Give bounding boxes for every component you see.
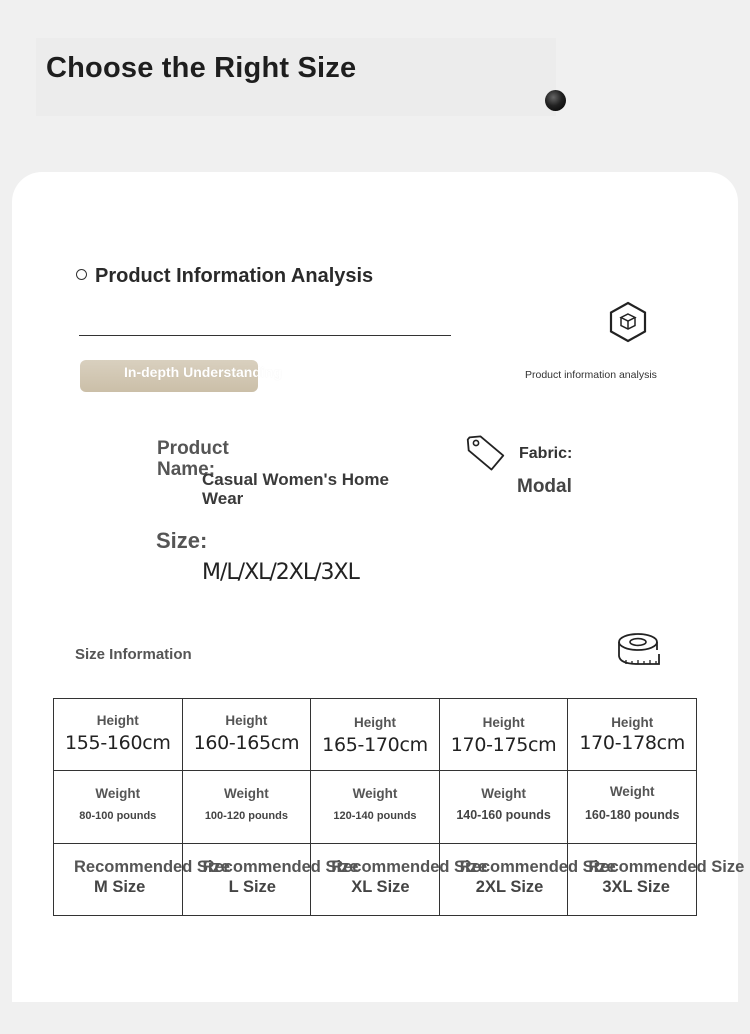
height-label: Height — [353, 715, 396, 730]
size-information-label: Size Information — [75, 646, 192, 663]
recommended-size: 2XL Size — [475, 878, 544, 896]
recommended-cell — [439, 844, 616, 916]
height-value: 155-160cm — [64, 732, 171, 754]
recommended-label: Recommended Size — [202, 858, 359, 876]
weight-cell — [311, 771, 440, 844]
weight-label: Weight — [95, 786, 141, 801]
recommended-cell — [54, 844, 230, 916]
fabric-value: Modal — [517, 476, 572, 497]
weight-value: 160-180 pounds — [584, 808, 680, 822]
recommended-label: Recommended Size — [74, 858, 230, 876]
recommended-size: 3XL Size — [602, 878, 670, 896]
recommended-cell — [311, 844, 488, 916]
height-value: 170-178cm — [579, 732, 686, 754]
weight-cell — [568, 771, 697, 844]
section-title-text: Product Information Analysis — [95, 265, 374, 287]
height-value: 160-165cm — [193, 732, 300, 754]
weight-row — [54, 771, 697, 844]
weight-label: Weight — [224, 786, 269, 801]
circle-bullet-icon — [76, 269, 87, 280]
height-cell — [54, 699, 183, 771]
recommended-size: M Size — [94, 878, 146, 896]
height-cell — [311, 699, 440, 771]
product-name-value: Casual Women's Home Wear — [202, 470, 389, 508]
height-cell — [182, 699, 311, 771]
product-name-label: Product Name: — [157, 438, 229, 480]
height-label: Height — [225, 713, 268, 728]
size-value: M/L/XL/2XL/3XL — [202, 560, 359, 585]
recommended-label: Recommended Size — [588, 858, 745, 876]
recommended-size: L Size — [228, 878, 276, 896]
size-table — [53, 698, 745, 916]
recommended-label: Recommended Size — [331, 858, 488, 876]
recommended-cell — [568, 844, 745, 916]
badge-label: In-depth Understanding — [124, 364, 282, 380]
weight-value: 80-100 pounds — [79, 810, 157, 822]
weight-label: Weight — [481, 786, 526, 801]
page-title: Choose the Right Size — [46, 52, 357, 84]
tag-icon — [466, 433, 506, 473]
weight-cell — [439, 771, 568, 844]
height-label: Height — [611, 715, 654, 730]
height-label: Height — [96, 713, 139, 728]
fabric-label: Fabric: — [519, 445, 573, 462]
recommended-size: XL Size — [351, 878, 410, 896]
recommended-row — [54, 844, 697, 916]
recommended-cell — [182, 844, 359, 916]
weight-value: 140-160 pounds — [456, 808, 551, 822]
analysis-caption: Product information analysis — [525, 369, 657, 381]
height-cell — [568, 699, 697, 771]
weight-value: 120-140 pounds — [333, 810, 417, 822]
weight-value: 100-120 pounds — [204, 810, 288, 822]
height-label: Height — [482, 715, 525, 730]
weight-label: Weight — [609, 784, 655, 799]
weight-cell — [54, 771, 183, 844]
tape-measure-icon — [616, 630, 662, 668]
divider — [79, 335, 451, 336]
height-cell — [439, 699, 568, 771]
box-icon — [607, 301, 649, 343]
size-label: Size: — [156, 528, 208, 553]
height-value: 170-175cm — [450, 734, 557, 756]
section-title — [76, 266, 376, 287]
weight-cell — [182, 771, 311, 844]
weight-label: Weight — [352, 786, 398, 801]
recommended-label: Recommended Size — [459, 858, 616, 876]
height-value: 165-170cm — [322, 734, 428, 756]
height-row — [54, 699, 697, 771]
decorative-dot — [545, 90, 566, 111]
